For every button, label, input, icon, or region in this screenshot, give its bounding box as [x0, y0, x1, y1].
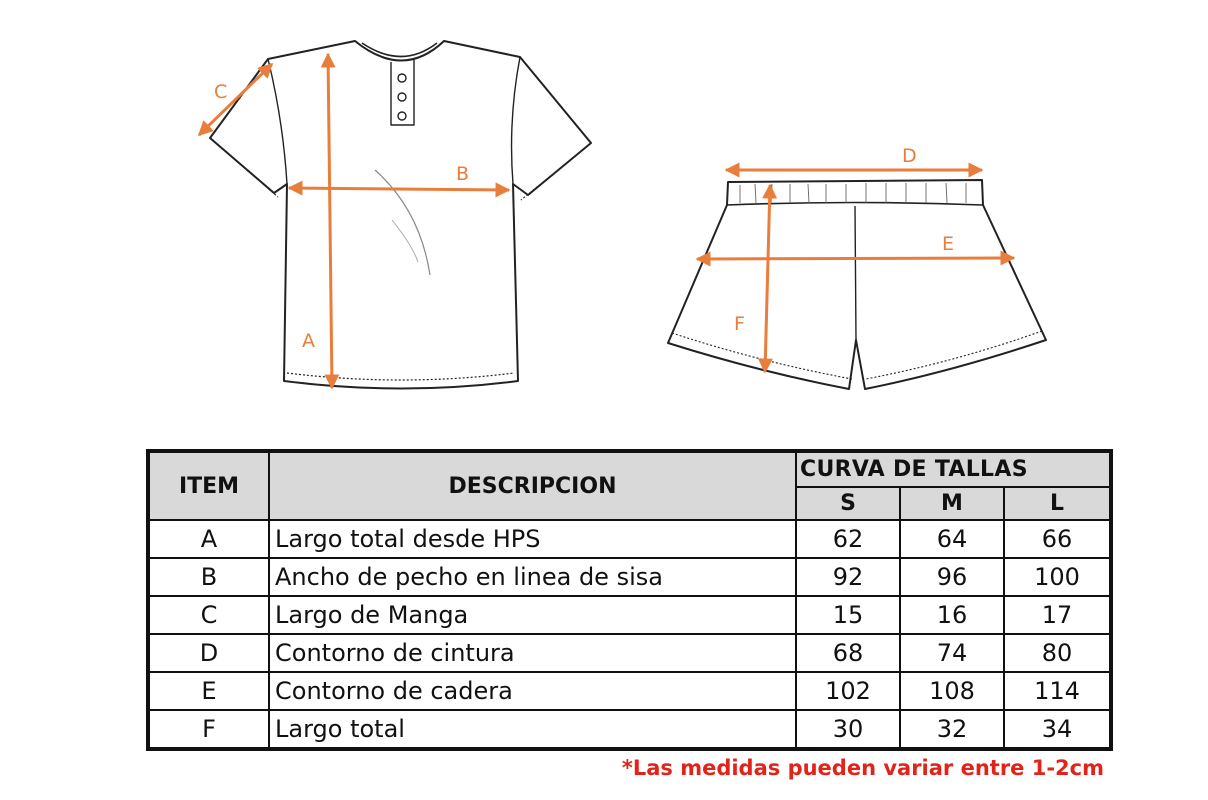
cell-description: Contorno de cintura — [269, 634, 796, 672]
cell-m: 32 — [900, 710, 1004, 749]
label-c: C — [214, 81, 228, 103]
size-table — [146, 449, 1113, 751]
cell-m: 16 — [900, 596, 1004, 634]
cell-description: Contorno de cadera — [269, 672, 796, 710]
header-item: ITEM — [148, 451, 269, 520]
table-row — [148, 672, 1111, 710]
cell-s: 15 — [796, 596, 900, 634]
measurement-note: *Las medidas pueden variar entre 1-2cm — [621, 756, 1104, 780]
shorts-drawing — [668, 180, 1046, 389]
cell-m: 96 — [900, 558, 1004, 596]
cell-s: 102 — [796, 672, 900, 710]
cell-m: 108 — [900, 672, 1004, 710]
table-row — [148, 634, 1111, 672]
buttons — [398, 74, 406, 120]
cell-item: C — [148, 596, 269, 634]
cell-l: 66 — [1004, 520, 1111, 558]
label-d: D — [902, 145, 917, 167]
table-row — [148, 596, 1111, 634]
label-b: B — [456, 163, 470, 185]
button-icon — [398, 74, 406, 82]
cell-s: 68 — [796, 634, 900, 672]
cell-l: 17 — [1004, 596, 1111, 634]
cell-description: Largo de Manga — [269, 596, 796, 634]
cell-description: Largo total desde HPS — [269, 520, 796, 558]
cell-item: D — [148, 634, 269, 672]
cell-m: 74 — [900, 634, 1004, 672]
table-row — [148, 710, 1111, 749]
cell-item: E — [148, 672, 269, 710]
cell-s: 30 — [796, 710, 900, 749]
cell-l: 34 — [1004, 710, 1111, 749]
cell-l: 100 — [1004, 558, 1111, 596]
label-f: F — [734, 313, 745, 335]
header-size-l: L — [1004, 487, 1111, 520]
cell-s: 62 — [796, 520, 900, 558]
cell-description: Ancho de pecho en linea de sisa — [269, 558, 796, 596]
button-icon — [398, 93, 406, 101]
button-icon — [398, 112, 406, 120]
table-row — [148, 520, 1111, 558]
measure-arrow-e — [697, 258, 1014, 259]
cell-item: B — [148, 558, 269, 596]
header-size-curve: CURVA DE TALLAS — [796, 451, 1111, 487]
cell-item: A — [148, 520, 269, 558]
table-row — [148, 558, 1111, 596]
header-size-s: S — [796, 487, 900, 520]
cell-s: 92 — [796, 558, 900, 596]
measure-arrow-b — [289, 188, 509, 190]
header-size-m: M — [900, 487, 1004, 520]
label-a: A — [302, 330, 315, 352]
cell-m: 64 — [900, 520, 1004, 558]
cell-l: 114 — [1004, 672, 1111, 710]
label-e: E — [942, 233, 955, 255]
header-description: DESCRIPCION — [269, 451, 796, 520]
cell-l: 80 — [1004, 634, 1111, 672]
cell-item: F — [148, 710, 269, 749]
cell-description: Largo total — [269, 710, 796, 749]
